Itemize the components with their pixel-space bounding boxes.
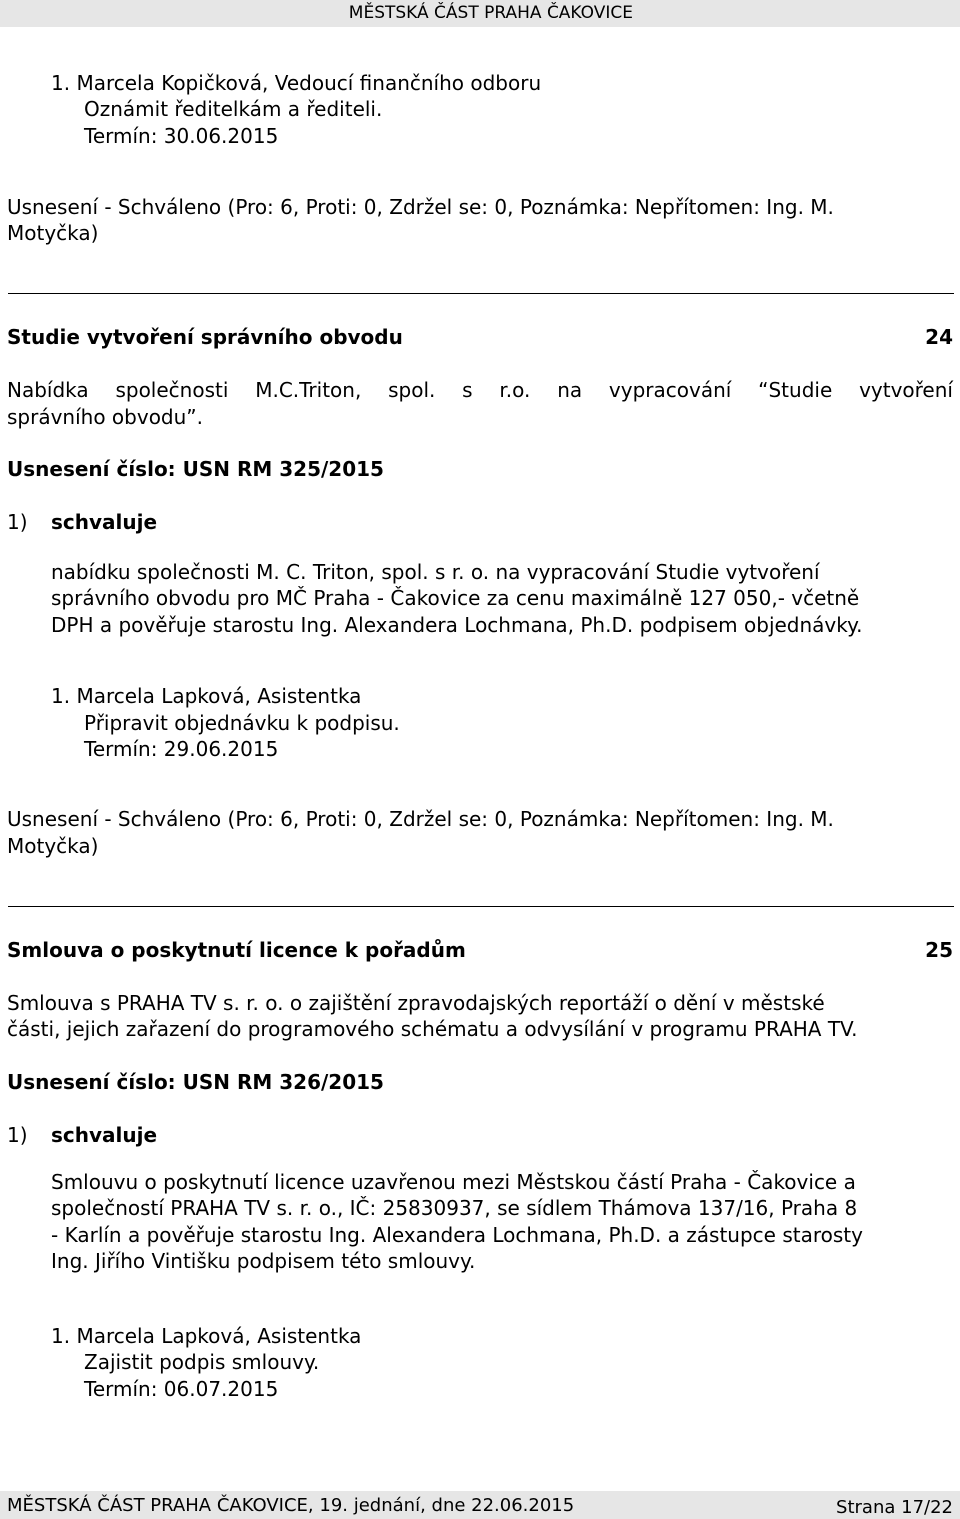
task-description: Připravit objednávku k podpisu.: [84, 711, 400, 735]
header-title-wrap: [0, 3, 960, 23]
task-assignee: 1. Marcela Kopičková, Vedoucí finančního odboru: [51, 71, 542, 95]
intro-word: M.C.Triton,: [255, 378, 362, 402]
resolution-text: DPH a pověřuje starostu Ing. Alexandera Lochmana, Ph.D. podpisem objednávky.: [51, 613, 863, 637]
point-number: 1): [7, 1123, 28, 1147]
agenda-item-title: Smlouva o poskytnutí licence k pořadům: [7, 938, 466, 962]
intro-word: vytvoření: [859, 378, 953, 402]
task-assignee: 1. Marcela Lapková, Asistentka: [51, 684, 362, 708]
point-verb: schvaluje: [51, 510, 158, 534]
vote-result-cont: Motyčka): [7, 221, 99, 245]
task-deadline: Termín: 29.06.2015: [84, 737, 279, 761]
task-description: Oznámit ředitelkám a řediteli.: [84, 97, 383, 121]
footer-meeting-info: MĚSTSKÁ ČÁST PRAHA ČAKOVICE, 19. jednání, dne 22.06.2015: [7, 1495, 575, 1516]
intro-word: s: [462, 378, 473, 402]
intro-word: Nabídka: [7, 378, 89, 402]
resolution-number: Usnesení číslo: USN RM 325/2015: [7, 457, 384, 481]
task-description: Zajistit podpis smlouvy.: [84, 1350, 320, 1374]
vote-result-cont: Motyčka): [7, 834, 99, 858]
intro-word: “Studie: [758, 378, 833, 402]
task-deadline: Termín: 06.07.2015: [84, 1377, 279, 1401]
resolution-text: společností PRAHA TV s. r. o., IČ: 25830937, se sídlem Thámova 137/16, Praha 8: [51, 1196, 858, 1220]
intro-word: r.o.: [499, 378, 531, 402]
vote-result: Usnesení - Schváleno (Pro: 6, Proti: 0, Zdržel se: 0, Poznámka: Nepřítomen: Ing. M.: [7, 807, 834, 831]
item-intro-cont: části, jejich zařazení do programového schématu a odvysílání v programu PRAHA TV.: [7, 1017, 858, 1041]
intro-word: společnosti: [115, 378, 229, 402]
agenda-item-number: 24: [925, 325, 953, 349]
header-title: MĚSTSKÁ ČÁST PRAHA ČAKOVICE: [348, 3, 633, 23]
task-deadline: Termín: 30.06.2015: [84, 124, 279, 148]
point-verb: schvaluje: [51, 1123, 158, 1147]
point-number: 1): [7, 510, 28, 534]
agenda-item-number: 25: [925, 938, 953, 962]
resolution-number: Usnesení číslo: USN RM 326/2015: [7, 1070, 384, 1094]
resolution-text: - Karlín a pověřuje starostu Ing. Alexandera Lochmana, Ph.D. a zástupce starosty: [51, 1223, 863, 1247]
item-intro-cont: správního obvodu”.: [7, 405, 204, 429]
section-divider: [8, 293, 954, 294]
resolution-text: Smlouvu o poskytnutí licence uzavřenou mezi Městskou částí Praha - Čakovice a: [51, 1170, 856, 1194]
intro-word: spol.: [388, 378, 436, 402]
item-intro: Smlouva s PRAHA TV s. r. o. o zajištění zpravodajských reportáží o dění v městské: [7, 991, 825, 1015]
footer-page-number: Strana 17/22: [836, 1497, 953, 1518]
resolution-text: správního obvodu pro MČ Praha - Čakovice za cenu maximálně 127 050,- včetně: [51, 586, 860, 610]
agenda-item-title: Studie vytvoření správního obvodu: [7, 325, 403, 349]
section-divider: [8, 906, 954, 907]
resolution-text: nabídku společnosti M. C. Triton, spol. s r. o. na vypracování Studie vytvoření: [51, 560, 820, 584]
intro-word: vypracování: [608, 378, 732, 402]
task-assignee: 1. Marcela Lapková, Asistentka: [51, 1324, 362, 1348]
vote-result: Usnesení - Schváleno (Pro: 6, Proti: 0, Zdržel se: 0, Poznámka: Nepřítomen: Ing. M.: [7, 195, 834, 219]
item-intro: [7, 378, 953, 402]
intro-word: na: [557, 378, 583, 402]
resolution-text: Ing. Jiřího Vintišku podpisem této smlouvy.: [51, 1249, 476, 1273]
